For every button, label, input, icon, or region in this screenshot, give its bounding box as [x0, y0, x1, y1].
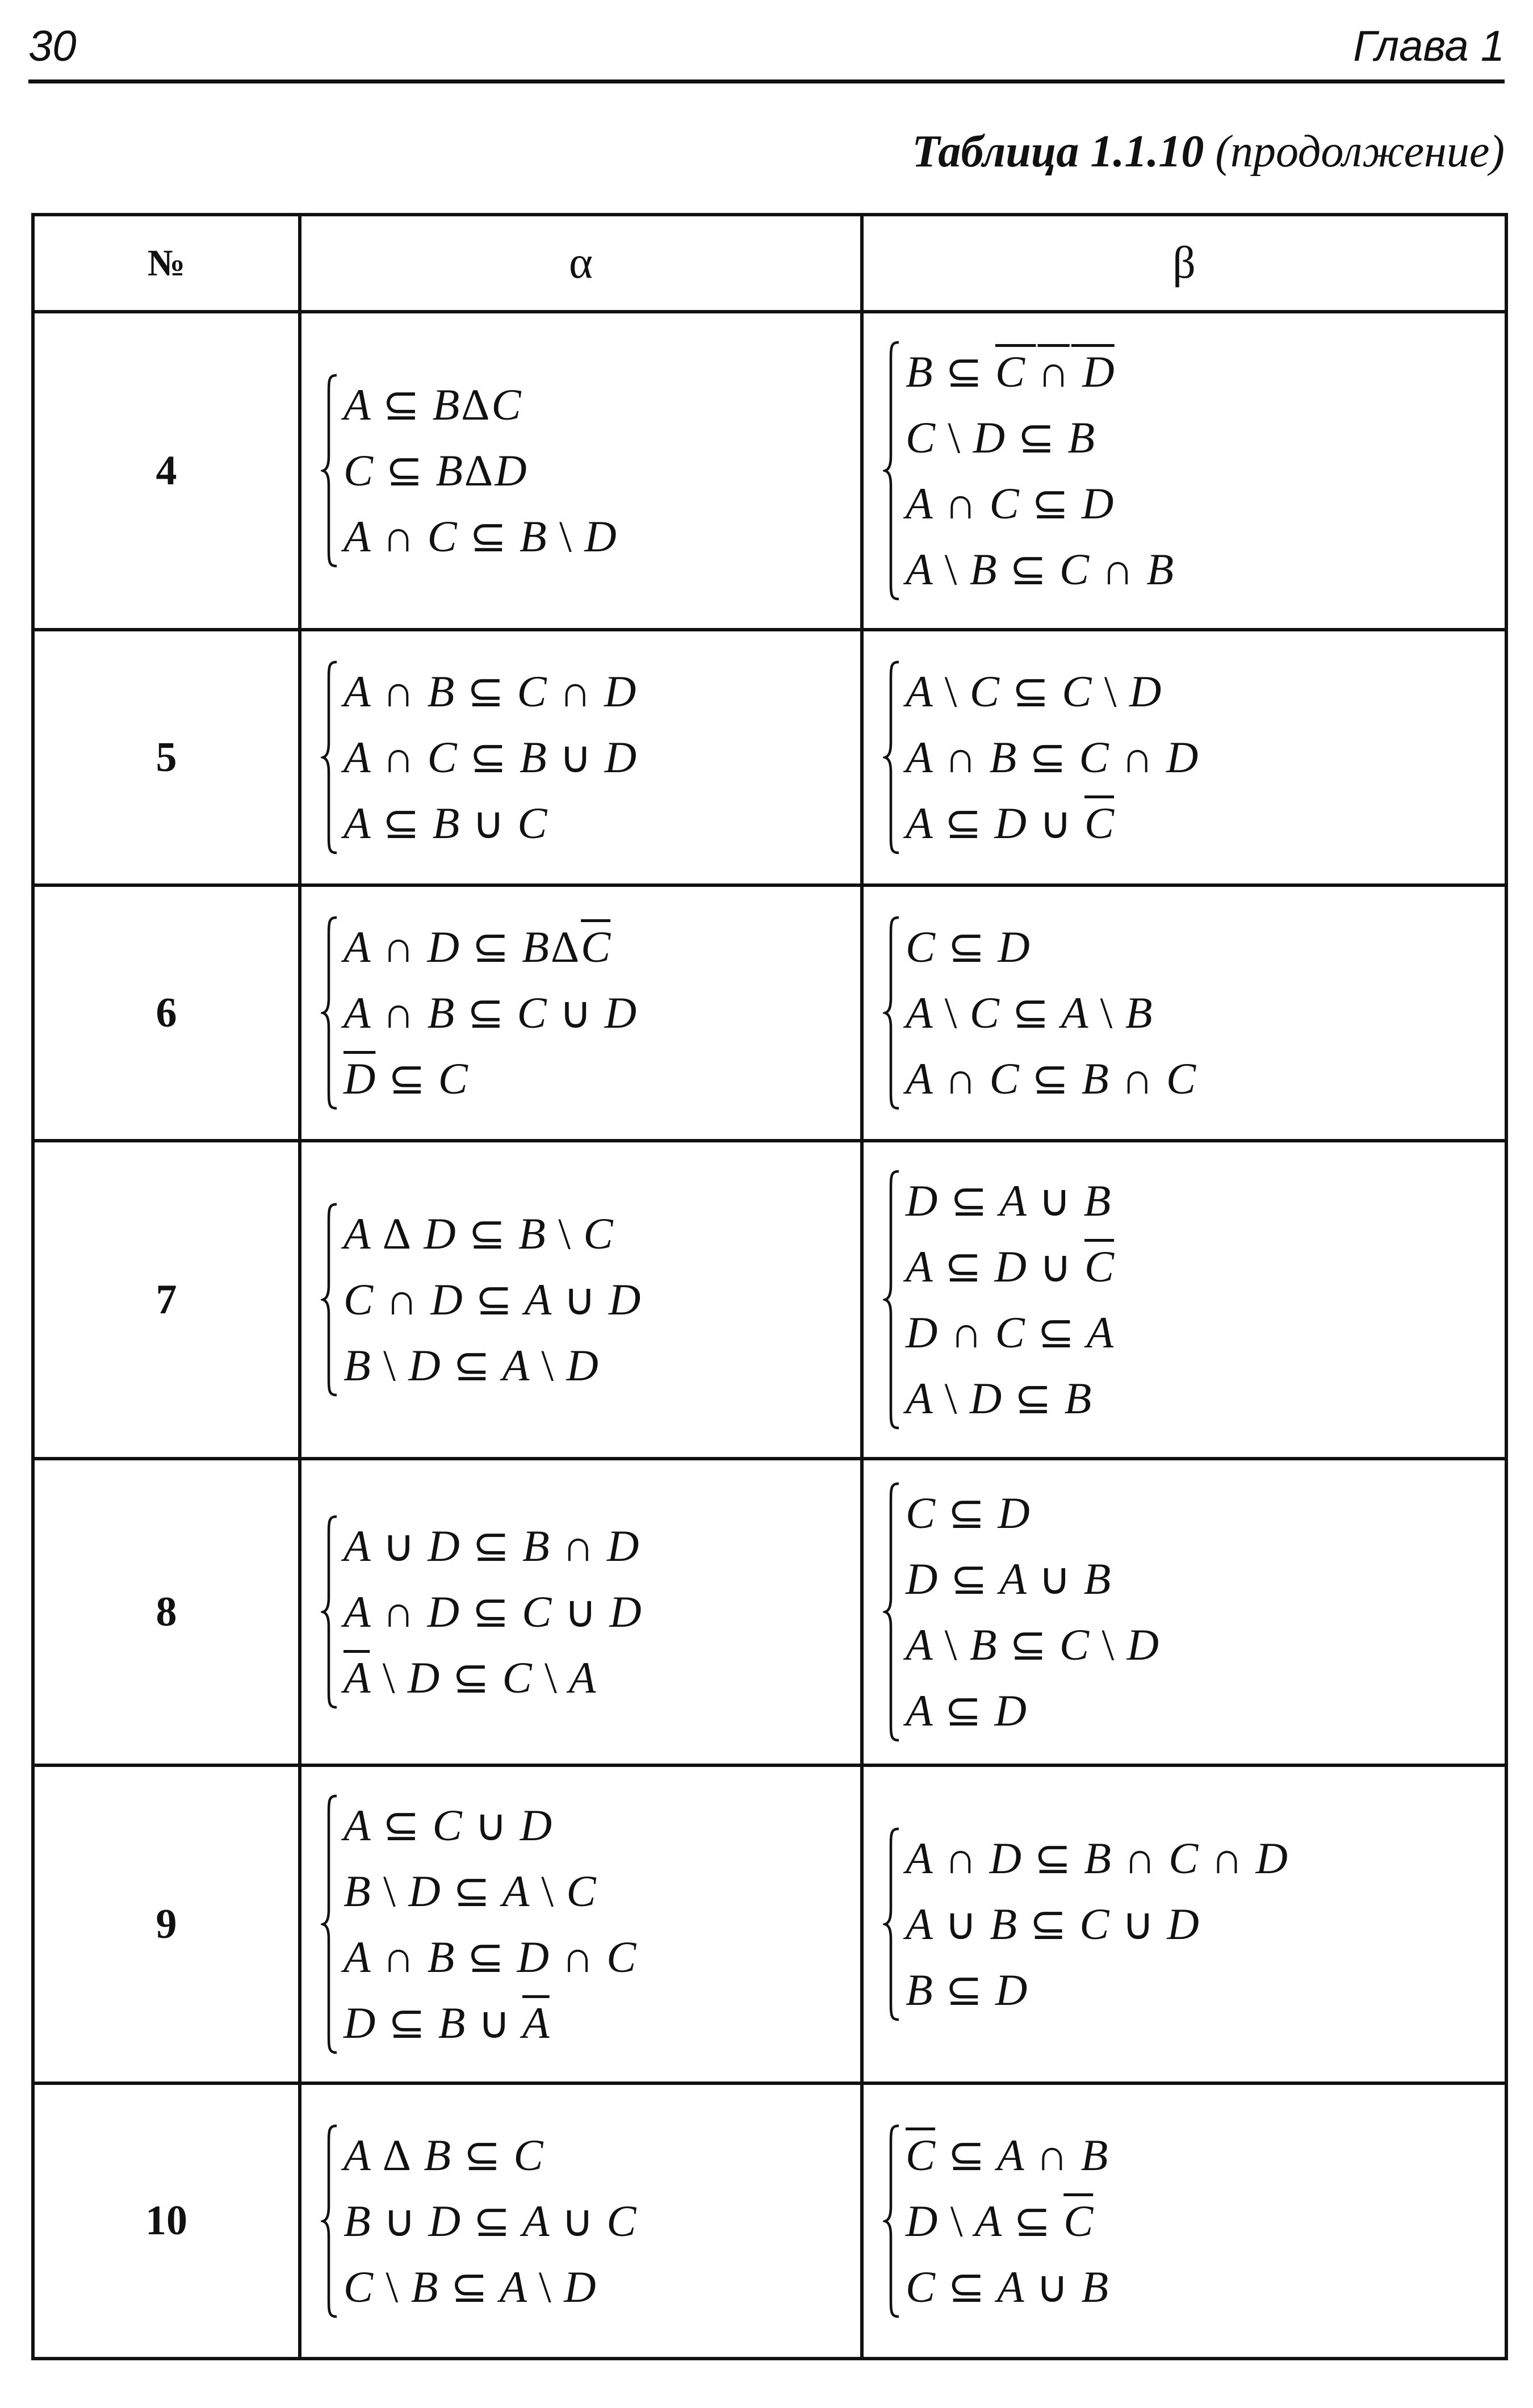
left-brace [883, 1168, 901, 1431]
left-brace [883, 914, 901, 1112]
beta-cell [862, 1459, 1506, 1765]
alpha-cell [300, 312, 862, 630]
formula-line: D ⊆ A ∪ B [906, 1176, 1111, 1225]
beta-system [883, 1480, 1159, 1744]
row-number: 4 [33, 312, 300, 630]
formula-line: A ∩ C ⊆ B \ D [344, 512, 617, 561]
formula-line: A ∩ B ⊆ D ∩ C [344, 1932, 636, 1982]
formula-line: A ∩ B ⊆ C ∩ D [344, 667, 636, 716]
formula-line: B ⊆ D [906, 1965, 1028, 2015]
left-brace [321, 1513, 339, 1711]
caption-note: (продолжение) [1215, 127, 1505, 177]
chapter-title: Глава 1 [1353, 22, 1505, 70]
table-row [33, 2083, 1506, 2359]
formula-line: A \ B ⊆ C ∩ B [906, 545, 1174, 594]
beta-system [883, 1168, 1114, 1431]
formula-line: A ⊆ BΔC [344, 380, 521, 429]
left-brace [321, 659, 339, 856]
formula-line: A ⊆ D [906, 1686, 1027, 1735]
left-brace [321, 2122, 339, 2320]
left-brace [321, 1201, 339, 1398]
beta-system [883, 339, 1174, 602]
column-header-alpha: α [300, 215, 862, 312]
alpha-cell [300, 1765, 862, 2083]
formula-line: A Δ D ⊆ B \ C [344, 1209, 613, 1258]
formula-line: A ⊆ D ∪ $\overline{C}$ [906, 798, 1115, 848]
formula-line: D \ A ⊆ $\overline{C}$ [906, 2196, 1094, 2246]
left-brace [883, 339, 901, 602]
row-number: 6 [33, 885, 300, 1141]
formula-line: C ∩ D ⊆ A ∪ D [344, 1275, 641, 1324]
beta-system [883, 914, 1196, 1112]
formula-line: C ⊆ A ∪ B [906, 2262, 1108, 2311]
table-row [33, 1765, 1506, 2083]
formula-line: D ⊆ A ∪ B [906, 1554, 1111, 1603]
formula-line: A \ C ⊆ C \ D [906, 667, 1162, 716]
beta-cell [862, 2083, 1506, 2359]
formula-line: C ⊆ D [906, 1488, 1030, 1538]
alpha-system [321, 659, 636, 856]
caption-title: Таблица 1.1.10 [912, 127, 1204, 177]
alpha-system [321, 1513, 642, 1711]
formula-line: A ∩ C ⊆ B ∩ C [906, 1054, 1196, 1103]
beta-system [883, 2122, 1108, 2320]
alpha-cell [300, 2083, 862, 2359]
formula-line: A Δ B ⊆ C [344, 2130, 543, 2180]
formula-line: A ∩ C ⊆ B ∪ D [344, 732, 637, 782]
formula-line: B \ D ⊆ A \ C [344, 1866, 596, 1916]
alpha-system [321, 1201, 640, 1398]
formula-line: A ∩ C ⊆ D [906, 479, 1114, 528]
alpha-cell [300, 1459, 862, 1765]
table-row [33, 885, 1506, 1141]
formula-line: A ∩ B ⊆ C ∩ D [906, 732, 1199, 782]
alpha-cell [300, 630, 862, 885]
alpha-system [321, 1793, 636, 2056]
row-number: 7 [33, 1141, 300, 1459]
formula-line: A ∩ D ⊆ C ∪ D [344, 1587, 642, 1636]
left-brace [883, 1825, 901, 2023]
formula-line: A ∩ D ⊆ B ∩ C ∩ D [906, 1833, 1288, 1883]
alpha-system [321, 372, 617, 569]
beta-cell [862, 1765, 1506, 2083]
beta-cell [862, 630, 1506, 885]
formula-line: C \ B ⊆ A \ D [344, 2262, 596, 2311]
row-number: 5 [33, 630, 300, 885]
left-brace [321, 372, 339, 569]
alpha-cell [300, 885, 862, 1141]
beta-system [883, 659, 1198, 856]
formula-line: A ⊆ D ∪ $\overline{C}$ [906, 1242, 1115, 1291]
formula-line: A \ B ⊆ C \ D [906, 1620, 1159, 1669]
left-brace [883, 2122, 901, 2320]
formula-line: D ⊆ B ∪ $\overline{A}$ [344, 1998, 550, 2047]
column-header-number: № [33, 215, 300, 312]
formula-line: $\overline{C}$ ⊆ A ∩ B [906, 2130, 1108, 2180]
table-header-row [33, 215, 1506, 312]
beta-system [883, 1825, 1288, 2023]
alpha-system [321, 914, 636, 1112]
formula-line: B ∪ D ⊆ A ∪ C [344, 2196, 636, 2246]
left-brace [883, 659, 901, 856]
alpha-system [321, 2122, 636, 2320]
formula-line: A ⊆ B ∪ C [344, 798, 547, 848]
formula-line: $\overline{D}$ ⊆ C [344, 1054, 468, 1103]
formula-line: A \ D ⊆ B [906, 1373, 1092, 1423]
left-brace [883, 1480, 901, 1744]
row-number: 8 [33, 1459, 300, 1765]
left-brace [321, 914, 339, 1112]
left-brace [321, 1793, 339, 2056]
formula-line: A ∩ D ⊆ $B\Delta\overline{C}$ [344, 922, 611, 971]
table-row [33, 1459, 1506, 1765]
formula-line: A ∩ B ⊆ C ∪ D [344, 988, 637, 1037]
beta-cell [862, 885, 1506, 1141]
formula-table [31, 213, 1508, 2360]
row-number: 9 [33, 1765, 300, 2083]
column-header-beta: β [862, 215, 1506, 312]
formula-line: A \ C ⊆ A \ B [906, 988, 1153, 1037]
table-row [33, 1141, 1506, 1459]
formula-line: A ∪ D ⊆ B ∩ D [344, 1521, 639, 1571]
formula-line: C ⊆ BΔD [344, 446, 527, 495]
page-header [28, 17, 1505, 83]
formula-line: B ⊆ C ∩ D [906, 347, 1115, 396]
page-number: 30 [28, 22, 77, 70]
alpha-cell [300, 1141, 862, 1459]
table-row [33, 630, 1506, 885]
formula-line: A ⊆ C ∪ D [344, 1800, 552, 1850]
table-caption [912, 126, 1505, 178]
formula-line: D ∩ C ⊆ A [906, 1308, 1114, 1357]
beta-cell [862, 1141, 1506, 1459]
table-row [33, 312, 1506, 630]
formula-line: C ⊆ D [906, 922, 1030, 971]
formula-line: A ∪ B ⊆ C ∪ D [906, 1899, 1199, 1949]
beta-cell [862, 312, 1506, 630]
formula-line: $\overline{A}$ \ D ⊆ C \ A [344, 1653, 596, 1702]
row-number: 10 [33, 2083, 300, 2359]
formula-line: C \ D ⊆ B [906, 413, 1095, 462]
formula-line: B \ D ⊆ A \ D [344, 1341, 598, 1390]
